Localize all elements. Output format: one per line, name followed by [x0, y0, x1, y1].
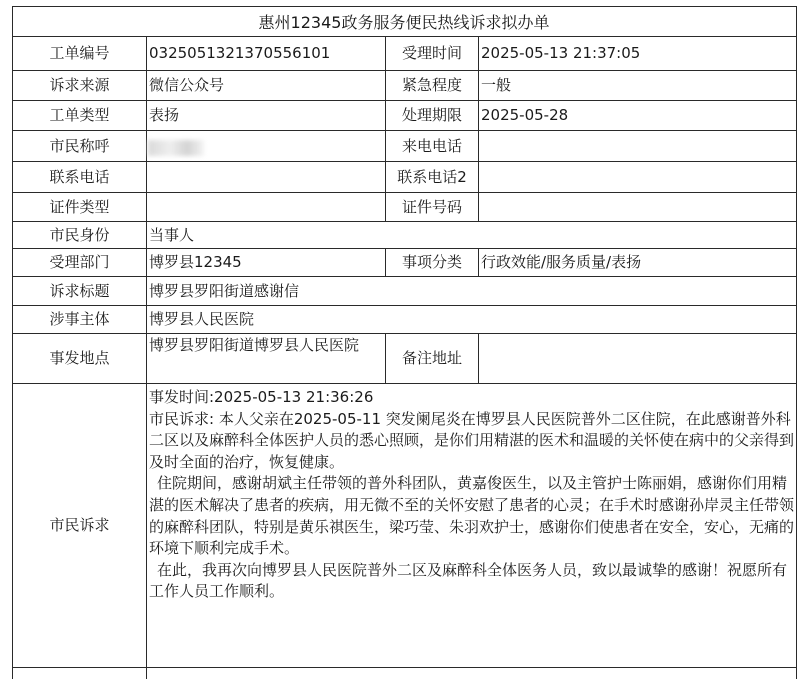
label-remark-address: 备注地址 — [401, 349, 462, 367]
value-contact-phone — [147, 162, 385, 192]
label-deadline: 处理期限 — [401, 106, 462, 124]
value-ticket-no: 0325051321370556101 — [149, 44, 331, 62]
value-category: 行政效能/服务质量/表扬 — [481, 253, 642, 271]
label-citizen-identity: 市民身份 — [49, 225, 110, 244]
label-accept-dept: 受理部门 — [49, 253, 110, 271]
complaint-time: 事发时间:2025-05-13 21:36:26 — [149, 388, 374, 406]
value-subject: 博罗县罗阳街道感谢信 — [149, 281, 300, 300]
value-location: 博罗县罗阳街道博罗县人民医院 — [149, 336, 360, 354]
value-remark-address — [479, 334, 796, 383]
value-contact-phone-2 — [479, 162, 796, 192]
complaint-body — [149, 387, 795, 603]
label-subject: 诉求标题 — [49, 281, 110, 300]
redacted-name — [148, 140, 204, 156]
label-citizen-name: 市民称呼 — [49, 136, 110, 155]
complaint-paragraph-3: 在此，我再次向博罗县人民医院普外二区及麻醉科全体医务人员，致以最诚挚的感谢！祝愿所有工作人员工作顺利。 — [149, 560, 788, 601]
label-citizen-complaint: 市民诉求 — [49, 516, 110, 534]
label-incoming-phone: 来电电话 — [401, 136, 462, 155]
label-id-type: 证件类型 — [49, 197, 110, 216]
label-location: 事发地点 — [49, 349, 110, 367]
value-involved-party: 博罗县人民医院 — [149, 310, 255, 328]
label-ticket-no: 工单编号 — [49, 44, 110, 62]
value-incoming-phone — [479, 131, 796, 161]
value-id-type — [147, 193, 385, 221]
label-ticket-type: 工单类型 — [49, 106, 110, 124]
value-id-number — [479, 193, 796, 221]
label-id-number: 证件号码 — [401, 197, 462, 216]
value-citizen-identity: 当事人 — [149, 225, 195, 244]
value-accept-dept: 博罗县12345 — [149, 253, 242, 271]
value-deadline: 2025-05-28 — [481, 106, 569, 124]
value-accept-time: 2025-05-13 21:37:05 — [481, 44, 641, 62]
form-title: 惠州12345政务服务便民热线诉求拟办单 — [258, 12, 550, 32]
label-accept-time: 受理时间 — [401, 44, 462, 62]
value-urgency: 一般 — [481, 76, 512, 94]
label-source: 诉求来源 — [49, 76, 110, 94]
complaint-paragraph-2: 住院期间，感谢胡斌主任带领的普外科团队，黄嘉俊医生，以及主管护士陈丽娟，感谢你们用精湛的医术解决了患者的疾病，用无微不至的关怀安慰了患者的心灵；在手术时感谢孙岸灵主任带领的麻醉科团队，特别是黄乐祺医生，梁巧莹、朱羽欢护士，感谢你们使患者在安全，安心，无痛的环境下顺利完成手术。 — [149, 474, 795, 558]
label-contact-phone: 联系电话 — [49, 167, 110, 186]
label-urgency: 紧急程度 — [401, 76, 462, 94]
value-ticket-type: 表扬 — [149, 106, 180, 124]
value-source: 微信公众号 — [149, 76, 225, 94]
label-category: 事项分类 — [401, 253, 462, 271]
label-involved-party: 涉事主体 — [49, 310, 110, 328]
label-contact-phone-2: 联系电话2 — [397, 167, 467, 186]
complaint-paragraph-1: 市民诉求: 本人父亲在2025-05-11 突发阑尾炎在博罗县人民医院普外二区住院，在此感谢普外科二区以及麻醉科全体医护人员的悉心照顾，是你们用精湛的医术和温暖的关怀使在病中的父亲得到及时全面的治疗，恢复健康。 — [149, 409, 795, 471]
